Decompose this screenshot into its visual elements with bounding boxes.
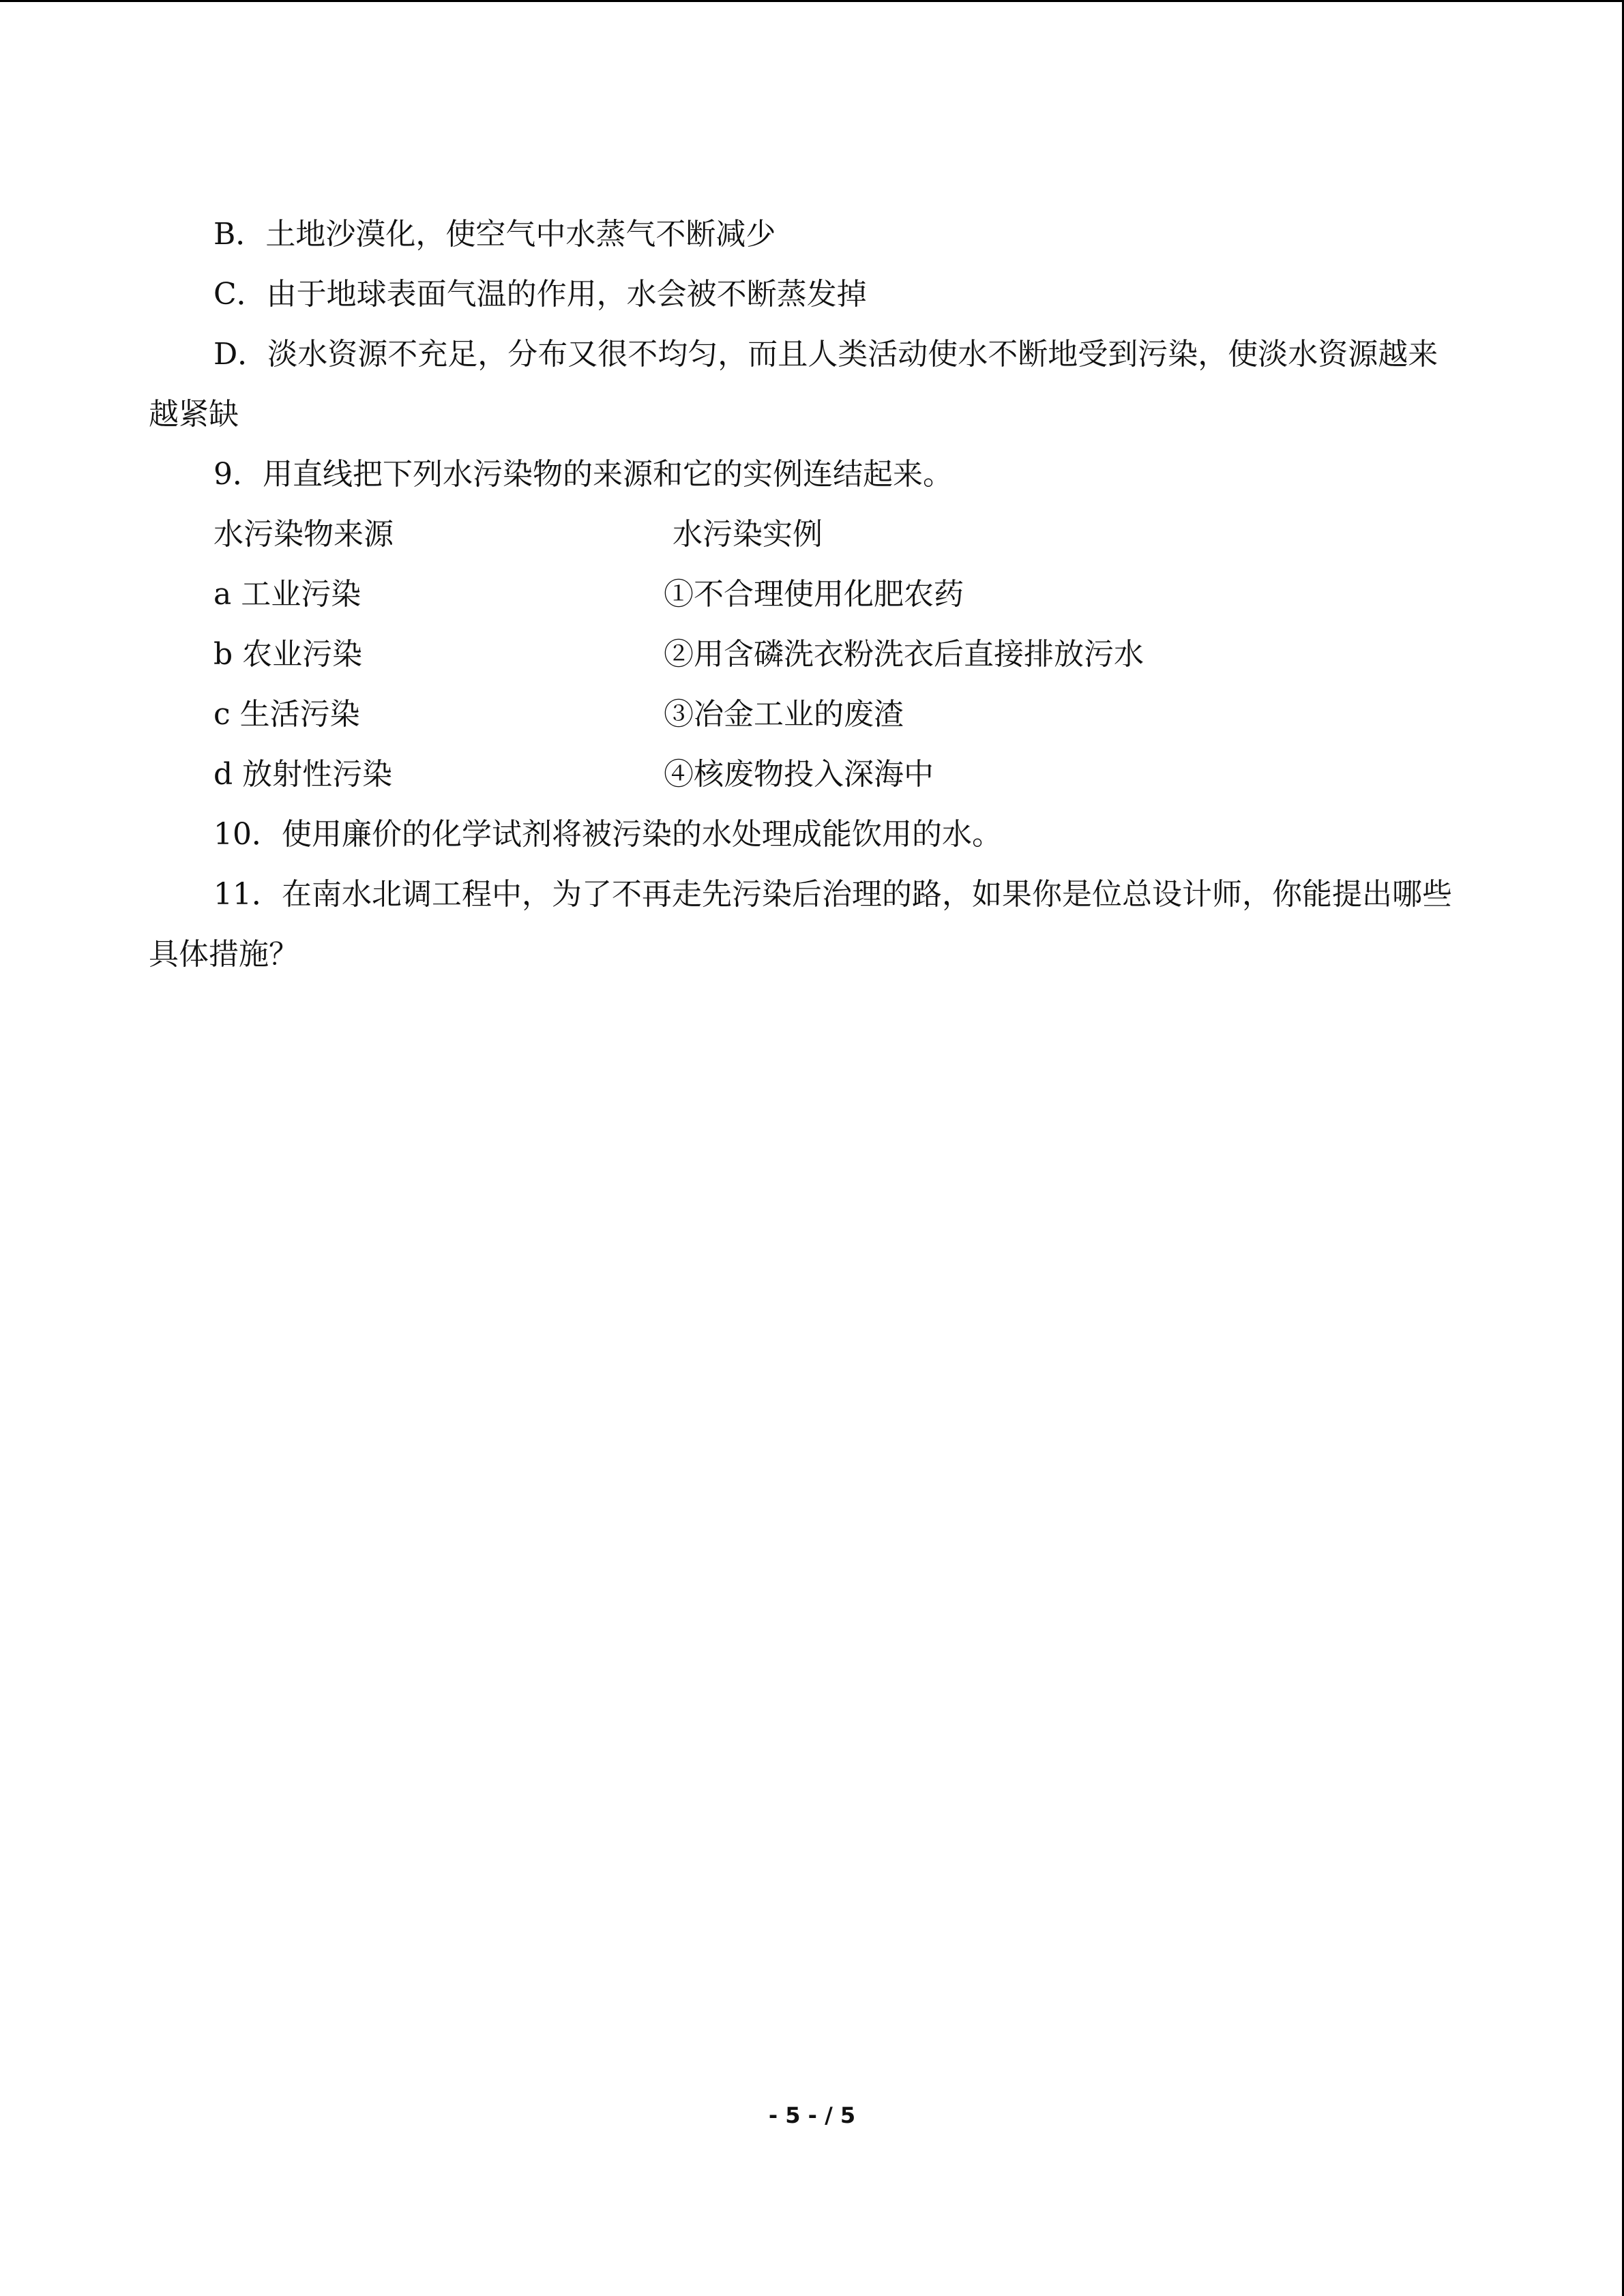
matching-header-right: 水污染实例 — [673, 517, 823, 552]
pollution-source: b 农业污染 — [213, 637, 363, 672]
matching-header — [149, 505, 1458, 565]
pollution-source: d 放射性污染 — [213, 757, 393, 792]
question-9-stem: 9．用直线把下列水污染物的来源和它的实例连结起来。 — [213, 457, 953, 492]
pollution-source: c 生活污染 — [213, 697, 360, 732]
page-number: - 5 - / 5 — [768, 2102, 856, 2128]
pollution-example: ③冶金工业的废渣 — [664, 697, 904, 732]
matching-header-left: 水污染物来源 — [213, 517, 394, 552]
matching-row — [149, 685, 1458, 745]
question-10: 10．使用廉价的化学试剂将被污染的水处理成能饮用的水。 — [213, 817, 1002, 852]
pollution-example: ①不合理使用化肥农药 — [664, 577, 964, 612]
pollution-source: a 工业污染 — [213, 577, 361, 612]
option-b: B．土地沙漠化，使空气中水蒸气不断减少 — [213, 217, 776, 252]
pollution-example: ④核废物投入深海中 — [664, 757, 934, 792]
question-11: 11．在南水北调工程中，为了不再走先污染后治理的路，如果你是位总设计师，你能提出哪些具体措施？ — [149, 877, 1452, 972]
pollution-example: ②用含磷洗衣粉洗衣后直接排放污水 — [664, 637, 1144, 672]
matching-row — [149, 625, 1458, 685]
option-d: D．淡水资源不充足，分布又很不均匀，而且人类活动使水不断地受到污染，使淡水资源越来越紧缺 — [149, 337, 1438, 432]
matching-row — [149, 745, 1458, 805]
option-c: C．由于地球表面气温的作用，水会被不断蒸发掉 — [213, 277, 867, 312]
document-body — [149, 205, 1458, 985]
matching-row — [149, 565, 1458, 625]
